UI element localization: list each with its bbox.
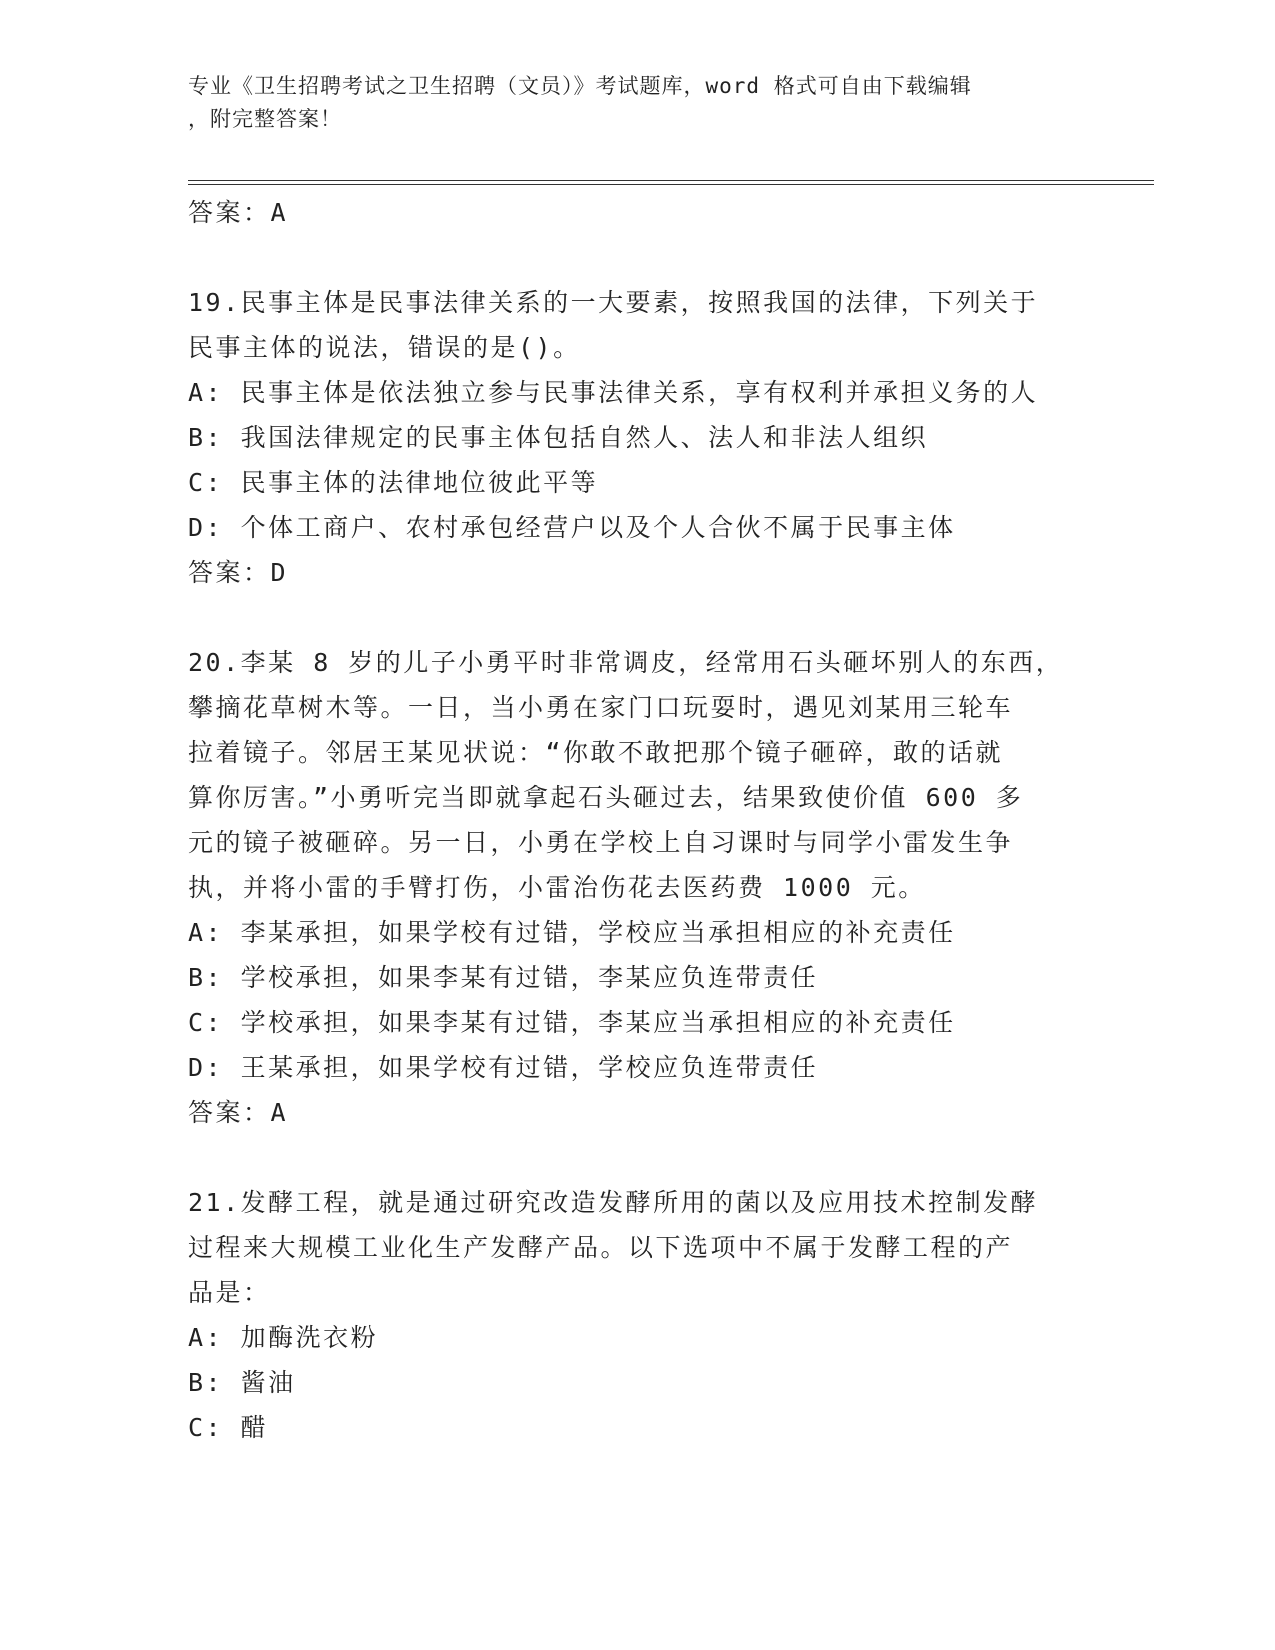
question-text-line: 过程来大规模工业化生产发酵产品。以下选项中不属于发酵工程的产 xyxy=(188,1233,1014,1262)
page-content xyxy=(188,190,1088,1450)
question-text-line: 元的镜子被砸碎。另一日，小勇在学校上自习课时与同学小雷发生争 xyxy=(188,828,1014,857)
option-c: C: 醋 xyxy=(188,1413,269,1442)
question-text-line: 攀摘花草树木等。一日，当小勇在家门口玩耍时，遇见刘某用三轮车 xyxy=(188,693,1014,722)
question-text-line: 算你厉害。”小勇听完当即就拿起石头砸过去，结果致使价值 600 多 xyxy=(188,783,1024,812)
question-text-line: 品是： xyxy=(188,1278,271,1307)
answer: 答案：A xyxy=(188,1098,289,1127)
question-text-line: 民事主体的说法，错误的是()。 xyxy=(188,333,581,362)
answer: 答案：D xyxy=(188,558,289,587)
option-c: C: 学校承担，如果李某有过错，李某应当承担相应的补充责任 xyxy=(188,1008,956,1037)
option-b: B: 酱油 xyxy=(188,1368,296,1397)
question-text-line: 21.发酵工程，就是通过研究改造发酵所用的菌以及应用技术控制发酵 xyxy=(188,1188,1039,1217)
question-19 xyxy=(188,280,1088,595)
option-d: D: 个体工商户、农村承包经营户以及个人合伙不属于民事主体 xyxy=(188,513,956,542)
option-a: A: 李某承担，如果学校有过错，学校应当承担相应的补充责任 xyxy=(188,918,956,947)
option-b: B: 学校承担，如果李某有过错，李某应负连带责任 xyxy=(188,963,819,992)
option-a: A: 民事主体是依法独立参与民事法律关系，享有权利并承担义务的人 xyxy=(188,378,1039,407)
previous-answer: 答案：A xyxy=(188,198,289,227)
question-20 xyxy=(188,640,1088,1135)
question-text-line: 20.李某 8 岁的儿子小勇平时非常调皮，经常用石头砸坏别人的东西， xyxy=(188,648,1064,677)
option-d: D: 王某承担，如果学校有过错，学校应负连带责任 xyxy=(188,1053,819,1082)
option-a: A: 加酶洗衣粉 xyxy=(188,1323,379,1352)
question-text-line: 拉着镜子。邻居王某见状说：“你敢不敢把那个镜子砸碎，敢的话就 xyxy=(188,738,1004,767)
question-text-line: 执，并将小雷的手臂打伤，小雷治伤花去医药费 1000 元。 xyxy=(188,873,926,902)
option-c: C: 民事主体的法律地位彼此平等 xyxy=(188,468,599,497)
option-b: B: 我国法律规定的民事主体包括自然人、法人和非法人组织 xyxy=(188,423,929,452)
header-divider-top xyxy=(188,180,1154,181)
page-header xyxy=(188,70,1088,136)
question-21 xyxy=(188,1180,1088,1450)
header-line-2: ，附完整答案！ xyxy=(188,107,342,131)
header-divider-bottom xyxy=(188,184,1154,185)
header-line-1: 专业《卫生招聘考试之卫生招聘（文员）》考试题库，word 格式可自由下载编辑 xyxy=(188,74,972,98)
question-text-line: 19.民事主体是民事法律关系的一大要素，按照我国的法律，下列关于 xyxy=(188,288,1039,317)
